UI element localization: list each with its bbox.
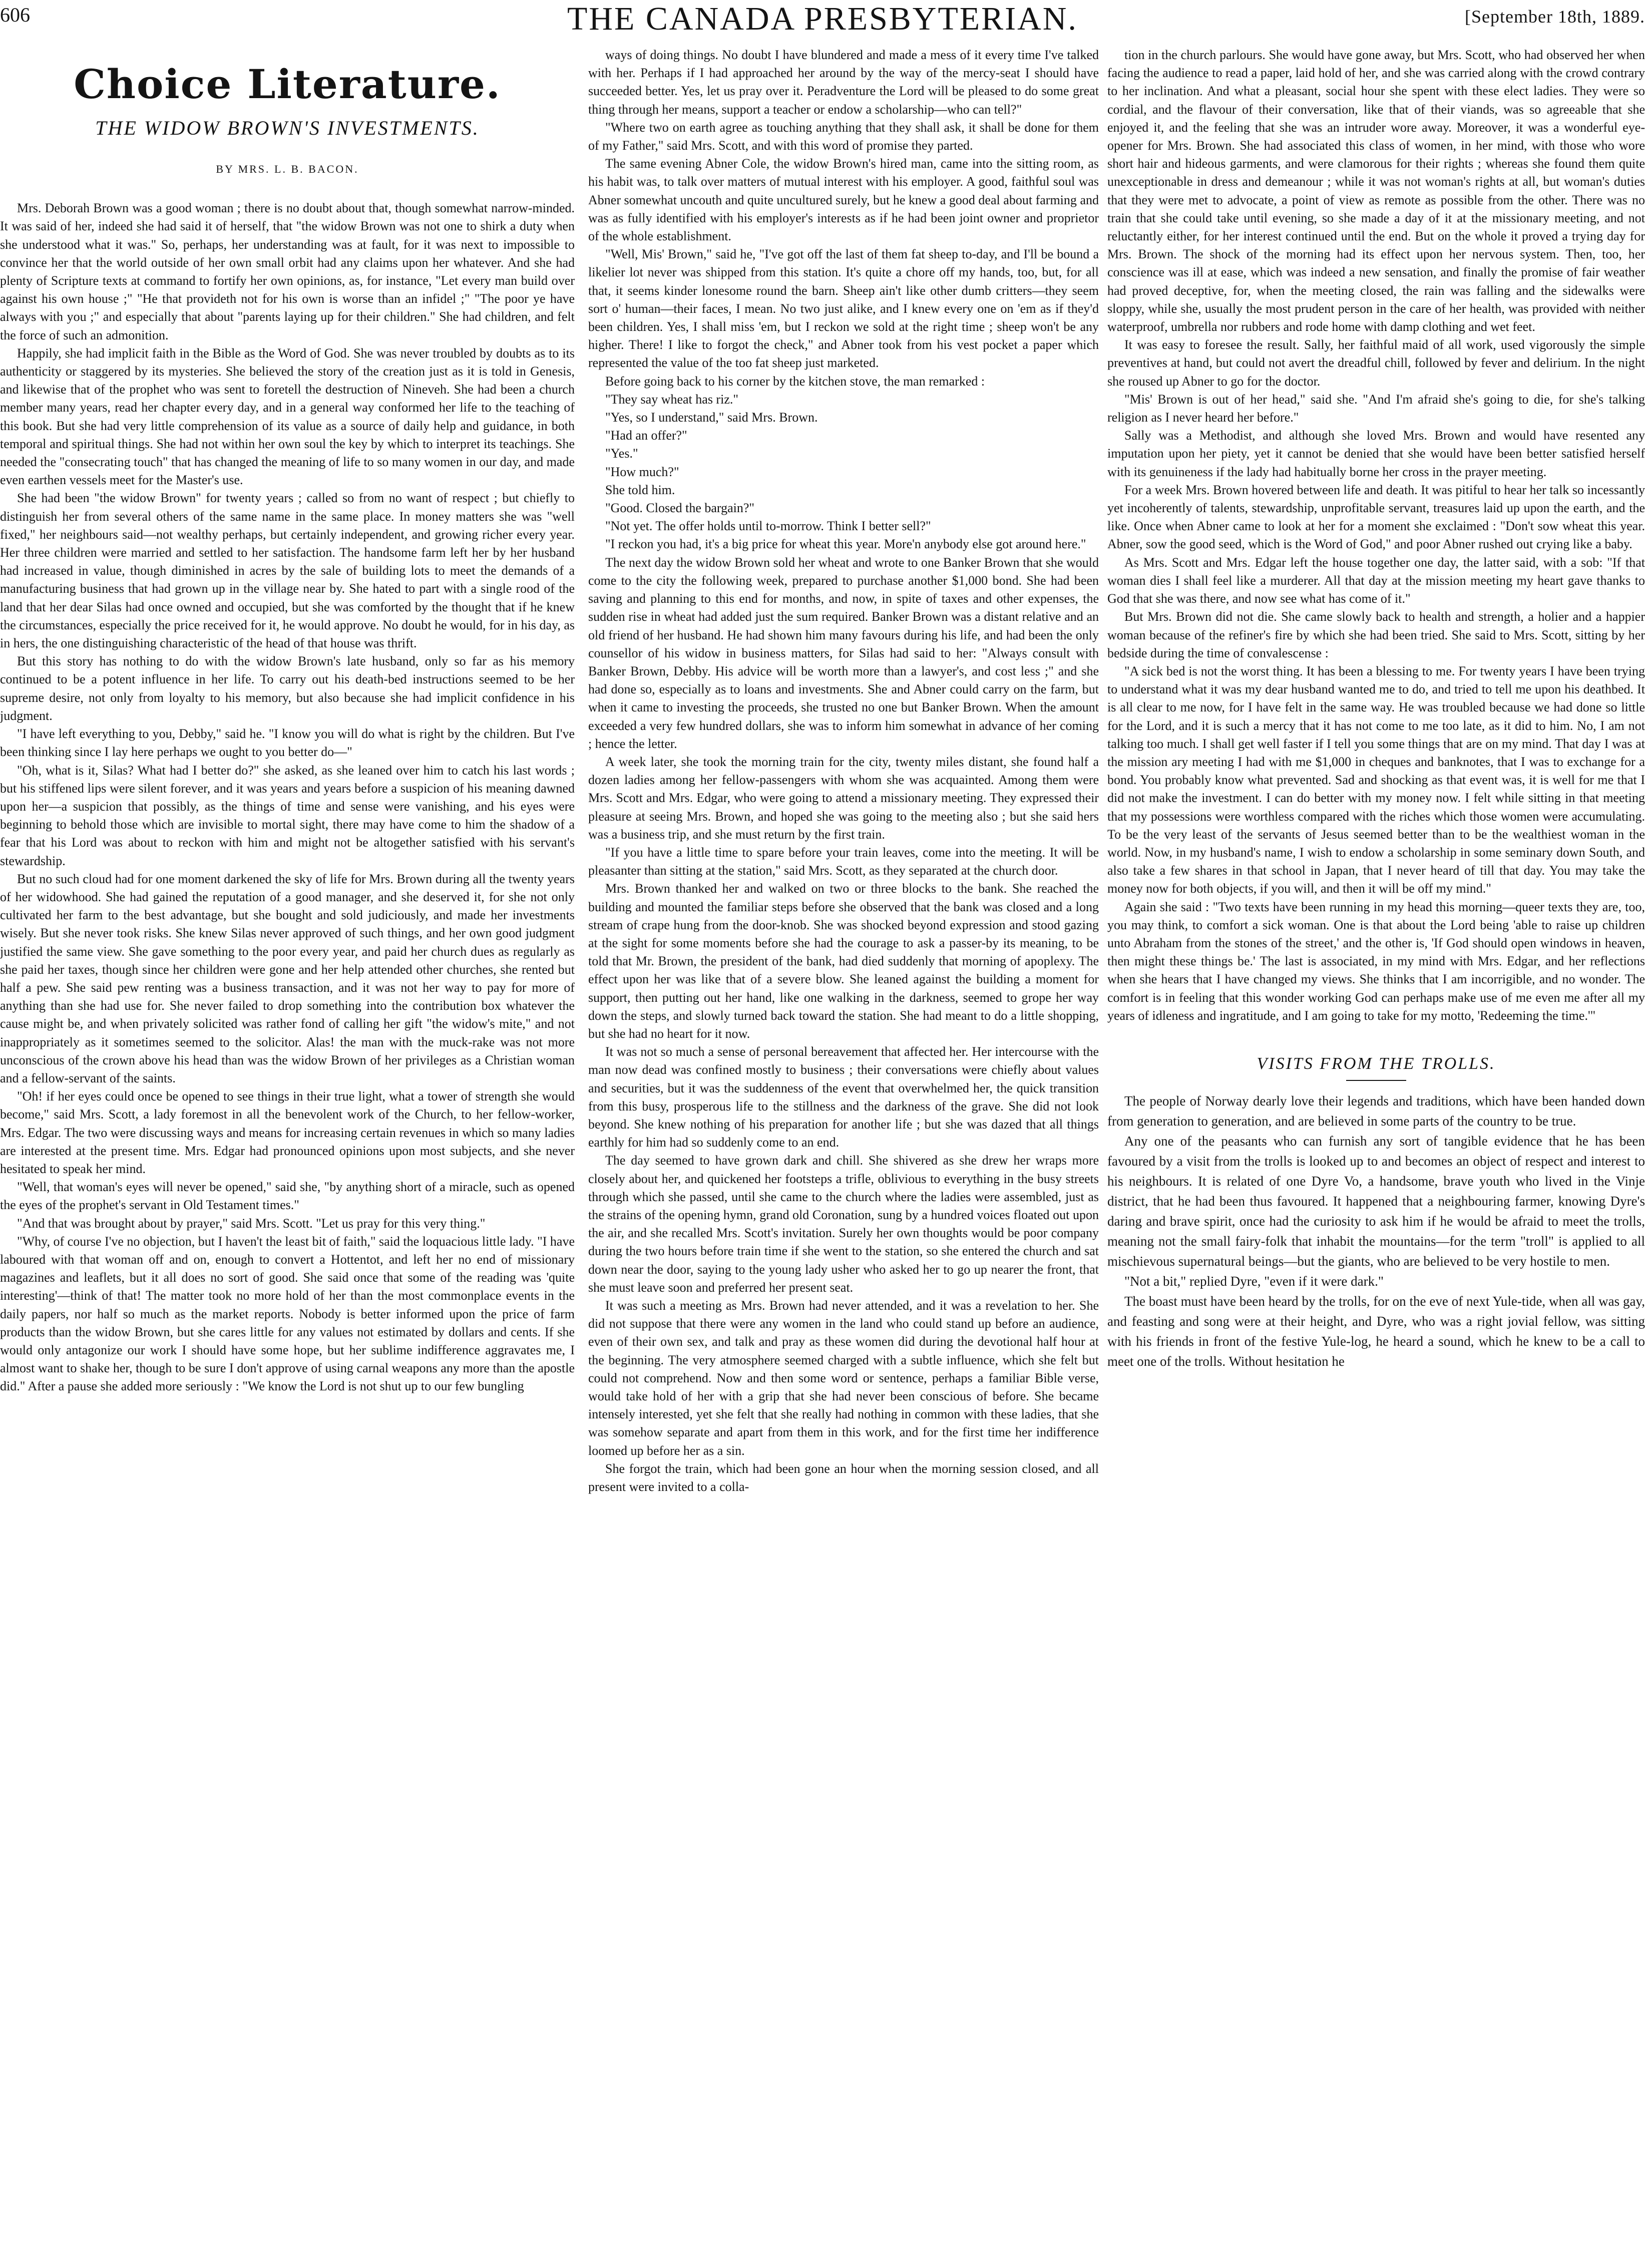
paragraph: But this story has nothing to do with the widow Brown's late husband, only so far as his memory continued to be a potent influence in her life. To carry out his death-bed instructions seemed to be her supreme desire, not only from loyalty to his memory, but also because she had implicit confidence in his judgment. — [0, 654, 575, 723]
trolls-title: VISITS FROM THE TROLLS. — [1257, 1054, 1496, 1073]
paragraph: She forgot the train, which had been gone an hour when the morning session closed, and all present were invited to a colla- — [588, 1461, 1099, 1494]
paragraph: She told him. — [605, 482, 675, 497]
publication-title: THE CANADA PRESBYTERIAN. — [567, 1, 1078, 37]
title-rule — [1346, 1080, 1406, 1081]
paragraph: "Well, that woman's eyes will never be opened," said she, "by anything short of a miracle, such as opened the eyes of the prophet's servant in Old Testament times." — [0, 1180, 575, 1213]
paragraph: "Well, Mis' Brown," said he, "I've got off the last of them fat sheep to-day, and I'll be bound a likelier lot never was shipped from this station. It's quite a chore off my hands, too, but, for all that, it seems kinder lonesome round the barn. Sheep ain't like other dumb critters—they seem sort o' human—their faces, I mean. No two just alike, and I knew every one on 'em as if they'd been children. Yes, I shall miss 'em, but I reckon we sold at the right time ; sheep won't be any higher. There! I like to forgot the check," and Abner took from his vest pocket a paper which represented the value of the too fat sheep just marketed. — [588, 247, 1099, 370]
running-head — [0, 0, 1645, 45]
paragraph: "Mis' Brown is out of her head," said she. "And I'm afraid she's going to die, for she's talking religion as I never heard her before." — [1107, 392, 1645, 425]
column-3 — [1107, 46, 1645, 2266]
column-2-text — [588, 46, 1099, 1496]
column-3-text — [1107, 46, 1645, 1025]
paragraph: ways of doing things. No doubt I have blundered and made a mess of it every time I've talked with her. Perhaps if I had approached her around by the way of the mercy-seat I should have succeeded better. Yes, let us pray over it. Peradventure the Lord will be pleased to do some great thing through her means, support a teacher or endow a scholarship—who can tell?" — [588, 48, 1099, 117]
paragraph: A week later, she took the morning train for the city, twenty miles distant, she found half a dozen ladies among her fellow-passengers with whom she was acquainted. Among them were Mrs. Scott and Mrs. Edgar, who were going to attend a missionary meeting. They expressed their pleasure at seeing Mrs. Brown, and hoped she was going to the meeting also ; but she said hers was a business trip, and she must return by the first train. — [588, 754, 1099, 842]
paragraph: "They say wheat has riz." — [605, 392, 738, 407]
paragraph: She had been "the widow Brown" for twenty years ; called so from no want of respect ; but chiefly to distinguish her from several others of the same name in the same place. In money matters she was "well fixed," her neighbours said—not wealthy perhaps, but certainly independent, and growing richer every year. Her three children were married and settled to her satisfaction. The handsome farm left her by her husband had increased in value, though diminished in acres by the sale of building lots to meet the demands of a manufacturing business that had grown up in the village near by. She hated to part with a single rood of the land that her dear Silas had once owned and occupied, but she was comforted by the thought that if he knew the circumstances, especially the price received for it, he would approve. No doubt he would, for in his day, as in hers, the one distinguishing characteristic of the head of that house was thrift. — [0, 491, 575, 651]
column-1-text — [0, 199, 575, 1395]
paragraph: The same evening Abner Cole, the widow Brown's hired man, came into the sitting room, as his habit was, to talk over matters of mutual interest with his employer. A good, faithful soul was Abner somewhat uncouth and quite uncultured surely, but he knew a good deal about farming and was as fully identified with his employer's interests as if he had been joint owner and proprietor of the whole establishment. — [588, 156, 1099, 244]
paragraph: "Had an offer?" — [605, 428, 687, 443]
paragraph: Mrs. Deborah Brown was a good woman ; there is no doubt about that, though somewhat narrow-minded. It was said of her, indeed she had said it of herself, that "the widow Brown was not one to shirk a duty when she understood what it was." So, perhaps, her understanding was at fault, for it was next to impossible to convince her that the world outside of her own small orbit had any claims upon her whatever. And she had plenty of Scripture texts at command to fortify her own opinions, as, for instance, "Let every man build over against his own house ;" "He that provideth not for his own is worse than an infidel ;" "The poor ye have always with you ;" and especially that about "parents laying up for their children." She had children, and felt the force of such an admonition. — [0, 201, 575, 342]
paragraph: It was easy to foresee the result. Sally, her faithful maid of all work, used vigorously the simple preventives at hand, but could not avert the dreadful chill, followed by fever and delirium. In the night she roused up Abner to go for the doctor. — [1107, 337, 1645, 389]
paragraph: Again she said : "Two texts have been running in my head this morning—queer texts they are, too, you may think, to comfort a sick woman. One is that about the Lord being 'able to raise up children unto Abraham from the stones of the street,' and the other is, 'If God should open windows in heaven, then might these things be.' The last is associated, in my mind with Mrs. Edgar, and her reflections when she hears that I have changed my views. She thinks that I am incorrigible, and no wonder. The comfort is in feeling that this wonder working God can perhaps make use of me even me after all my years of idleness and ingratitude, and I am going to take for my motto, 'Redeeming the time.'" — [1107, 899, 1645, 1023]
column-1 — [0, 46, 575, 2266]
column-2 — [588, 46, 1099, 2266]
story-title: THE WIDOW BROWN'S INVESTMENTS. — [95, 117, 480, 139]
paragraph: "Oh! if her eyes could once be opened to see things in their true light, what a tower of strength she would become," said Mrs. Scott, a lady foremost in all the benevolent work of the Church, to her fellow-worker, Mrs. Edgar. The two were discussing ways and means for increasing certain revenues in which so many ladies are interested at the present time. Mrs. Edgar had pronounced opinions upon most subjects, and she never hesitated to speak her mind. — [0, 1089, 575, 1176]
article-columns — [0, 46, 1645, 2266]
paragraph: "A sick bed is not the worst thing. It has been a blessing to me. For twenty years I have been trying to understand what it was my dear husband wanted me to do, and tried to tell me upon his deathbed. It is all clear to me now, for I have felt in the same way. He was troubled because we had done so little for the Lord, and it is such a mercy that it has not come to me too late, as it did to him. No, I am not talking too much. I shall get well faster if I tell you some things that are on my mind. That day I was at the mission ary meeting I had with me $1,000 in cheques and banknotes, that I was to exchange for a bond. You probably know what prevented. Sad and shocking as that event was, it is well for me that I did not make the investment. I can do better with my money now. I felt while sitting in that meeting that my possessions were worthless compared with the riches which those women were accumulating. To be the very least of the servants of Jesus seemed better than to be the wealthiest woman in the world. Now, in my husband's name, I wish to endow a scholarship in some seminary down South, and also take a few shares in that school in Japan, that I never heard of till that day. You may take the money now for both objects, if you will, and then it will be off my mind." — [1107, 663, 1645, 896]
paragraph: Any one of the peasants who can furnish any sort of tangible evidence that he has been favoured by a visit from the trolls is looked up to and becomes an object of respect and interest to his neighbours. It is related of one Dyre Vo, a handsome, brave youth who lived in the Vinje district, that he had been thus favoured. It happened that a neighbouring farmer, knowing Dyre's daring and brave spirit, once had the curiosity to ask him if he would be afraid to meet the trolls, meaning not the small fairy-folk that inhabit the mountains—for the term "troll" is applied to all mischievous supernatural beings—but the giants, who are believed to be very hostile to men. — [1107, 1133, 1645, 1269]
paragraph: "Yes, so I understand," said Mrs. Brown. — [605, 410, 818, 425]
trolls-article — [1107, 1053, 1645, 1371]
paragraph: "Yes." — [605, 446, 638, 461]
paragraph: The next day the widow Brown sold her wheat and wrote to one Banker Brown that she would come to the city the following week, prepared to purchase another $1,000 bond. She had been saving and planning to this end for months, and now, in spite of taxes and other expenses, the sudden rise in wheat had added just the sum required. Banker Brown was a distant relative and an old friend of her husband. He had shown him many favours during his life, and had been the only counsellor of his widow in business matters, for Silas had said to her: "Always consult with Banker Brown, Debby. His advice will be worth more than a lawyer's, and cost less ;" and she had done so, especially as to loans and investments. She and Abner could carry on the farm, but when it came to investing the proceeds, she trusted no one but Banker Brown. When the amount exceeded a very few hundred dollars, she was to inform him somewhat in advance of her coming ; hence the letter. — [588, 555, 1099, 751]
paragraph: "Good. Closed the bargain?" — [605, 501, 755, 516]
paragraph: Mrs. Brown thanked her and walked on two or three blocks to the bank. She reached the building and mounted the familiar steps before she observed that the bank was closed and a long stream of crape hung from the door-knob. She was shocked beyond expression and stood gazing at the sight for some moments before she had the courage to ask a passer-by its meaning, to be told that Mr. Brown, the president of the bank, had died suddenly that morning of apoplexy. The effect upon her was like that of a severe blow. She leaned against the building a moment for support, then putting out her hand, like one walking in the darkness, seemed to grope her way down the steps, and slowly turned back toward the station. She had meant to do a little shopping, but she had no heart for it now. — [588, 881, 1099, 1041]
paragraph: "Oh, what is it, Silas? What had I better do?" she asked, as she leaned over him to catch his last words ; but his stiffened lips were silent forever, and it was years and years before a suspicion of his meaning dawned upon her—a suspicion that possibly, as the things of time and sense were vanishing, and his eyes were beginning to behold those which are invisible to mortal sight, there may have come to him the shadow of a fear that his Lord was about to reckon with him and might not be altogether satisfied with his servant's stewardship. — [0, 763, 575, 868]
paragraph: "I have left everything to you, Debby," said he. "I know you will do what is right by the children. But I've been thinking since I lay here perhaps we ought to you better do—" — [0, 726, 575, 760]
paragraph: "I reckon you had, it's a big price for wheat this year. More'n anybody else got around here." — [605, 537, 1086, 552]
paragraph: "Where two on earth agree as touching anything that they shall ask, it shall be done for them of my Father," said Mrs. Scott, and with this word of promise they parted. — [588, 120, 1099, 153]
paragraph: "And that was brought about by prayer," said Mrs. Scott. "Let us pray for this very thing." — [17, 1216, 486, 1231]
paragraph: "Not yet. The offer holds until to-morrow. Think I better sell?" — [605, 519, 931, 534]
paragraph: tion in the church parlours. She would have gone away, but Mrs. Scott, who had observed her when facing the audience to read a paper, laid hold of her, and she was carried along with the crowd contrary to her inclination. And what a pleasant, social hour she spent with these elect ladies. They were so cordial, and the flavour of their conversation, like that of their viands, was so agreeable that she enjoyed it, and the feeling that she was an intruder wore away. Moreover, it was a wonderful eye-opener for Mrs. Brown. She had associated this class of women, in her mind, with those who wore short hair and hideous garments, and were clamorous for their rights ; whereas she found them quite unexceptionable in dress and demeanour ; while it was not woman's rights at all, but woman's duties that they were met to advocate, a point of view as remote as possible from the other. There was no train that she could take until evening, so she made a day of it at the missionary meeting, and not reluctantly either, for her interest continued until the end. But on the whole it proved a trying day for Mrs. Brown. The shock of the morning had its effect upon her nervous system. Then, too, her conscience was ill at ease, which was indeed a new sensation, and finally the promise of fair weather had proved deceptive, for, when the meeting closed, the rain was falling and the sidewalks were sloppy, while she, usually the most prudent person in the care of her health, was provided with neither waterproof, umbrella nor rubbers and rode home with damp clothing and wet feet. — [1107, 48, 1645, 334]
paragraph: Before going back to his corner by the kitchen stove, the man remarked : — [605, 373, 985, 389]
paragraph: "How much?" — [605, 464, 679, 479]
story-byline: BY MRS. L. B. BACON. — [216, 163, 359, 175]
paragraph: But Mrs. Brown did not die. She came slowly back to health and strength, a holier and a happier woman because of the refiner's fire by which she had been tried. She said to Mrs. Scott, sitting by her bedside during the time of convalescense : — [1107, 609, 1645, 660]
section-heading: Choice Literature. — [74, 61, 501, 108]
paragraph: The day seemed to have grown dark and chill. She shivered as she drew her wraps more closely about her, and quickened her footsteps a trifle, oblivious to everything in the busy streets through which she passed, until she came to the church where the ladies were assembled, just as the strains of the opening hymn, grand old Coronation, sung by a hundred voices floated out upon the air, and she recalled Mrs. Scott's invitation. Surely her own thoughts would be poor company during the two hours before train time if she went to the station, so she entered the church and sat down near the door, saying to the young lady usher who asked her to go up nearer the front, that she must leave soon and preferred her present seat. — [588, 1153, 1099, 1295]
paragraph: The people of Norway dearly love their legends and traditions, which have been handed down from generation to generation, and are believed in some parts of the country to be true. — [1107, 1093, 1645, 1128]
paragraph: Happily, she had implicit faith in the Bible as the Word of God. She was never troubled by doubts as to its authenticity or staggered by its mysteries. She believed the story of the creation just as it is told in Genesis, and likewise that of the prophet who was sent to foretell the destruction of Nineveh. She had been a church member many years, read her chapter every day, and in a general way conformed her life to the teaching of this book. But she had very little comprehension of its value as a source of daily help and guidance, in both temporal and spiritual things. She had not within her own soul the key by which to interpret its teachings. She needed the "consecrating touch" that has changed the meaning of life to so many women in our day, and made even earthen vessels meet for the Master's use. — [0, 345, 575, 488]
issue-date: [September 18th, 1889. — [1465, 7, 1645, 27]
paragraph: The boast must have been heard by the trolls, for on the eve of next Yule-tide, when all was gay, and feasting and song were at their height, and Dyre, who was a right jovial fellow, was sitting with his friends in front of the festive Yule-log, he heard a sound, which he knew to be a call to meet one of the trolls. Without hesitation he — [1107, 1293, 1645, 1369]
trolls-text — [1107, 1091, 1645, 1371]
paragraph: It was not so much a sense of personal bereavement that affected her. Her intercourse with the man now dead was confined mostly to business ; their conversations were chiefly about values and securities, but it was the suddenness of the event that overwhelmed her, the quick transition from this busy, prosperous life to the stillness and the darkness of the grave. She did not look beyond. She knew nothing of his preparation for another life ; but she was dazed that all things earthly for him had so suddenly come to an end. — [588, 1044, 1099, 1150]
paragraph: As Mrs. Scott and Mrs. Edgar left the house together one day, the latter said, with a sob: "If that woman dies I shall feel like a murderer. All that day at the mission meeting my heart gave thanks to God that she was there, and now see what has come of it." — [1107, 555, 1645, 606]
paragraph: Sally was a Methodist, and although she loved Mrs. Brown and would have resented any imputation upon her piety, yet it cannot be denied that she would have been better satisfied herself with its genuineness if the lady had habitually borne her cross in the prayer meeting. — [1107, 428, 1645, 479]
paragraph: For a week Mrs. Brown hovered between life and death. It was pitiful to hear her talk so incessantly yet incoherently of talents, stewardship, unprofitable servant, treasures laid up upon the earth, and the like. Once when Abner came to look at her for a moment she exclaimed : "Don't sow wheat this year. Abner, sow the good seed, which is the Word of God," and poor Abner rushed out crying like a baby. — [1107, 482, 1645, 552]
paragraph: "Why, of course I've no objection, but I haven't the least bit of faith," said the loquacious little lady. "I have laboured with that woman off and on, enough to convert a Hottentot, and left her no end of missionary magazines and leaflets, but it all does no sort of good. She said once that some of the reading was 'quite interesting'—think of that! The matter took no more hold of her than the most commonplace events in the daily papers, nor half so much as the market reports. Nobody is better informed upon the price of farm products than the widow Brown, but she cares little for any values not estimated by dollars and cents. If she would only antagonize our work I should have some hope, but her sublime indifference aggravates me, I almost want to shake her, though to be sure I don't approve of using carnal weapons any more than the apostle did." After a pause she added more seriously : "We know the Lord is not shut up to our few bungling — [0, 1234, 575, 1394]
paragraph: It was such a meeting as Mrs. Brown had never attended, and it was a revelation to her. She did not suppose that there were any women in the land who could stand up before an audience, even of their own sex, and talk and pray as these women did during the devotional half hour at the beginning. The very atmosphere seemed charged with a subtle influence, which she felt but could not comprehend. Now and then some word or sentence, perhaps a familiar Bible verse, would take hold of her with a grip that she had never been conscious of before. She became intensely interested, yet she felt that she really had nothing in common with these ladies, that she was somehow separate and apart from them in this work, and for the first time her indifference loomed up before her as a sin. — [588, 1298, 1099, 1458]
page-number: 606 — [0, 4, 30, 26]
paragraph: "If you have a little time to spare before your train leaves, come into the meeting. It will be pleasanter than sitting at the station," said Mrs. Scott, as they separated at the church door. — [588, 845, 1099, 878]
paragraph: But no such cloud had for one moment darkened the sky of life for Mrs. Brown during all the twenty years of her widowhood. She had gained the reputation of a good manager, and she deserved it, for she not only cultivated her farm to the best advantage, but she bought and sold judiciously, and made her investments wisely. But she never took risks. She knew Silas never approved of such things, and her own good judgment justified the same view. She gave something to the poor every year, and paid her church dues as regularly as she paid her taxes, though since her children were gone and her help attended other churches, she rented but half a pew. She said pew renting was a business transaction, and it was not her way to pay for more of anything than she had use for. She never failed to drop something into the contribution box whatever the cause might be, and when privately solicited was rather fond of calling her gift "the widow's mite," and not inappropriately as it sometimes seemed to the solicitor. Alas! the man with the muck-rake was not more unconscious of the crown above his head than was the widow Brown of her privileges as a Christian woman and a fellow-servant of the saints. — [0, 871, 575, 1085]
paragraph: "Not a bit," replied Dyre, "even if it were dark." — [1124, 1273, 1384, 1289]
